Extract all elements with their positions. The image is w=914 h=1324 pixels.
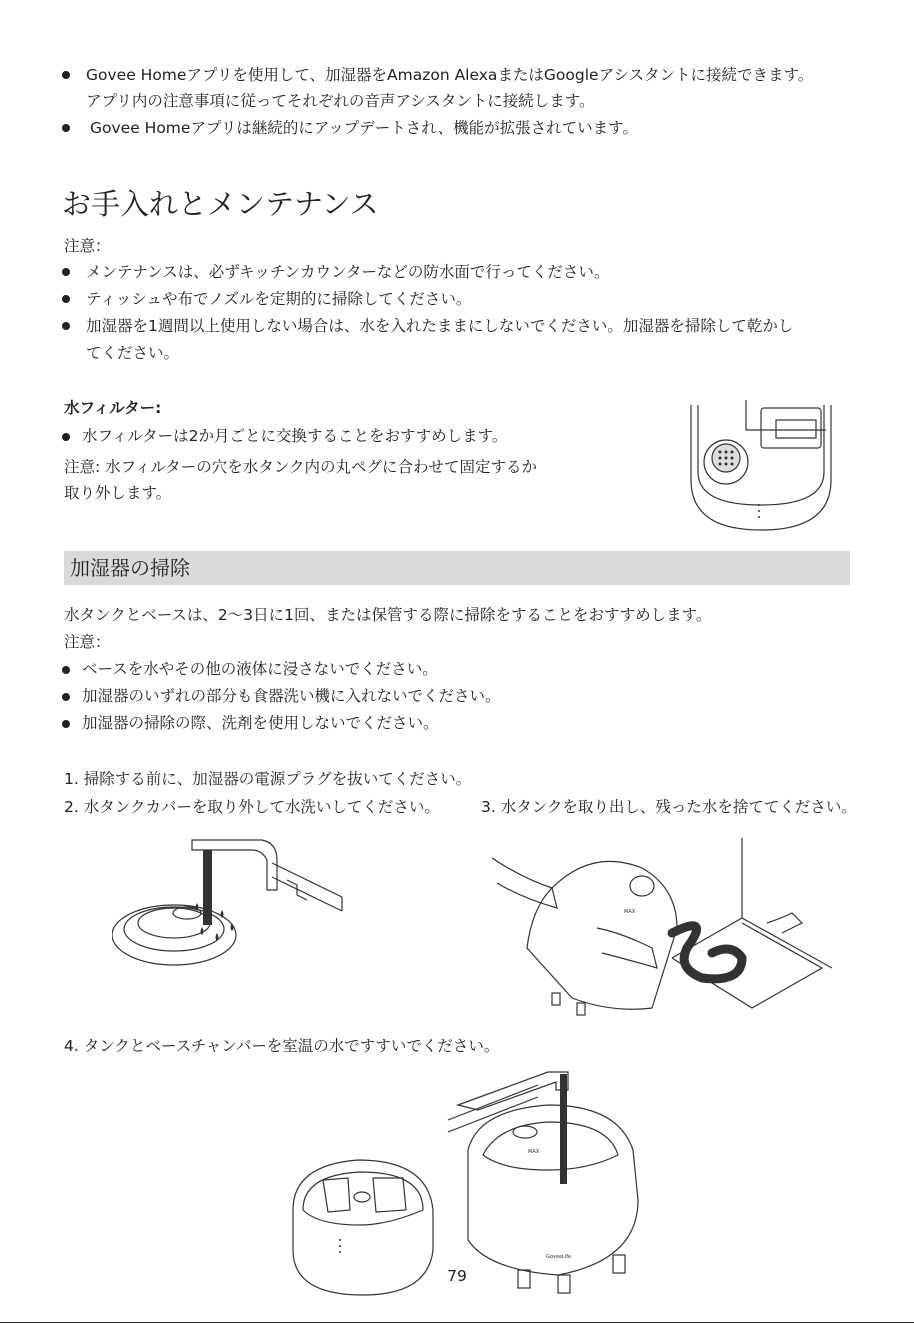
bullet-dot: [62, 666, 70, 674]
filter-heading: 水フィルター:: [64, 399, 162, 417]
max-label-2: MAX: [528, 1149, 540, 1155]
step-2: 2. 水タンクカバーを取り外して水洗いしてください。: [64, 798, 440, 816]
step-3-illustration: [492, 838, 832, 1028]
page-bottom-rule: [0, 1322, 914, 1323]
step-1: 1. 掃除する前に、加湿器の電源プラグを抜いてください。: [64, 770, 472, 788]
intro-bullet-1: Govee Homeアプリを使用して、加湿器をAmazon AlexaまたはGoogleアシスタントに接続できます。: [86, 66, 814, 84]
bullet-dot: [62, 720, 70, 728]
maintenance-bullet-3: 加湿器を1週間以上使用しない場合は、水を入れたままにしないでください。加湿器を掃除して乾かし: [86, 317, 794, 335]
bullet-dot: [62, 71, 70, 79]
maintenance-bullet-1: メンテナンスは、必ずキッチンカウンターなどの防水面で行ってください。: [86, 263, 610, 281]
intro-bullet-1-continued: アプリ内の注意事項に従ってそれぞれの音声アシスタントに接続します。: [86, 92, 595, 110]
cleaning-section-banner: [64, 551, 850, 585]
filter-note-line-1: 注意: 水フィルターの穴を水タンク内の丸ペグに合わせて固定するか: [64, 458, 537, 476]
maintenance-note-label: 注意：: [64, 237, 111, 255]
step-4: 4. タンクとベースチャンバーを室温の水ですすいでください。: [64, 1037, 500, 1055]
cleaning-title: 加湿器の掃除: [70, 556, 190, 580]
bullet-dot: [62, 268, 70, 276]
max-label: MAX: [624, 909, 636, 915]
bullet-dot: [62, 322, 70, 330]
filter-bullet: 水フィルターは2か月ごとに交換することをおすすめします。: [82, 427, 508, 445]
filter-illustration: [686, 400, 836, 535]
brand-label: GoveeLife: [546, 1254, 572, 1260]
cleaning-intro: 水タンクとベースは、2〜3日に1回、または保管する際に掃除をすることをおすすめします。: [64, 606, 712, 624]
cleaning-bullet-3: 加湿器の掃除の際、洗剤を使用しないでください。: [82, 714, 439, 732]
bullet-dot: [62, 433, 70, 441]
maintenance-bullet-2: ティッシュや布でノズルを定期的に掃除してください。: [86, 290, 472, 308]
bullet-dot: [62, 693, 70, 701]
page-number: 79: [447, 1267, 467, 1285]
step-3: 3. 水タンクを取り出し、残った水を捨ててください。: [481, 798, 857, 816]
cleaning-note-label: 注意：: [64, 633, 111, 651]
step-2-illustration: [112, 835, 352, 970]
bullet-dot: [62, 124, 70, 132]
bullet-dot: [62, 295, 70, 303]
filter-note-line-2: 取り外します。: [64, 484, 172, 502]
intro-bullet-2: Govee Homeアプリは継続的にアップデートされ、機能が拡張されています。: [90, 119, 638, 137]
maintenance-bullet-3-continued: てください。: [86, 344, 180, 362]
maintenance-title: お手入れとメンテナンス: [62, 187, 379, 221]
cleaning-bullet-2: 加湿器のいずれの部分も食器洗い機に入れないでください。: [82, 687, 501, 705]
cleaning-bullet-1: ベースを水やその他の液体に浸さないでください。: [82, 660, 438, 678]
